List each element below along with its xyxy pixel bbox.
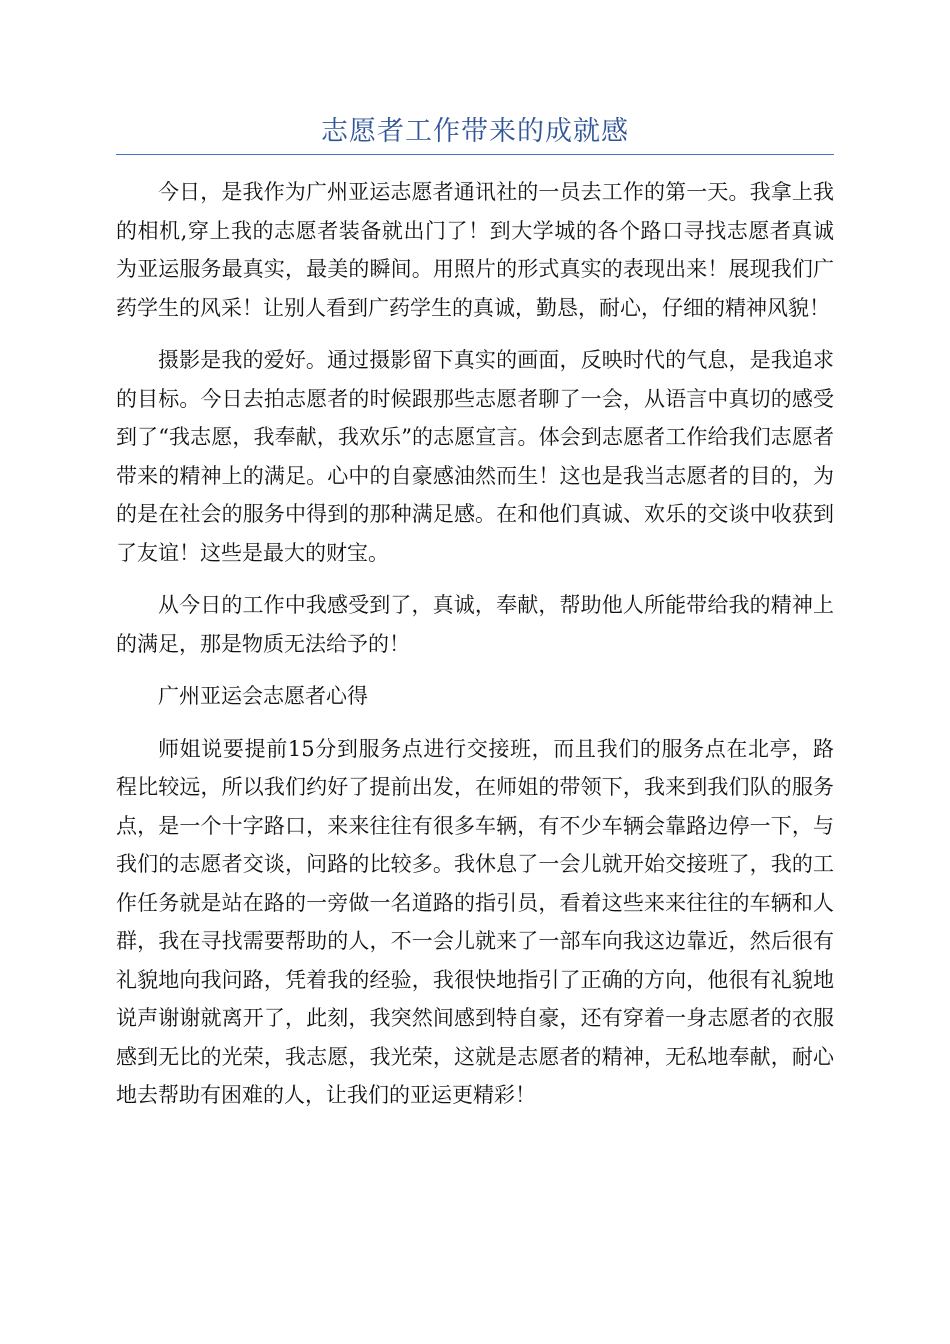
section-heading: 广州亚运会志愿者心得 (158, 684, 368, 708)
paragraph-4: 师姐说要提前15分到服务点进行交接班，而且我们的服务点在北亭，路程比较远，所以我们约好了提前出发，在师姐的带领下，我来到我们队的服务点，是一个十字路口，来来往往有很多车辆，有不少车辆会靠路边停一下，与我们的志愿者交谈，问路的比较多。我休息了一会儿就开始交接班了，我的工作任务就是站在路的一旁做一名道路的指引员，看着这些来来往往的车辆和人群，我在寻找需要帮助的人，不一会儿就来了一部车向我这边靠近，然后很有礼貌地向我问路，凭着我的经验，我很快地指引了正确的方向，他很有礼貌地说声谢谢就离开了，此刻，我突然间感到特自豪，还有穿着一身志愿者的衣服感到无比的光荣，我志愿，我光荣，这就是志愿者的精神，无私地奉献，耐心地去帮助有困难的人，让我们的亚运更精彩！ (116, 736, 834, 1107)
title-underline (116, 154, 834, 155)
document-body (116, 173, 834, 1129)
paragraph-3: 从今日的工作中我感受到了，真诚，奉献，帮助他人所能带给我的精神上的满足，那是物质无法给予的！ (116, 593, 834, 656)
paragraph-1: 今日，是我作为广州亚运志愿者通讯社的一员去工作的第一天。我拿上我的相机,穿上我的志愿者装备就出门了！到大学城的各个路口寻找志愿者真诚为亚运服务最真实，最美的瞬间。用照片的形式真实的表现出来！展现我们广药学生的风采！让别人看到广药学生的真诚，勤恳，耐心，仔细的精神风貌！ (116, 180, 834, 320)
document-title: 志愿者工作带来的成就感 (321, 116, 629, 147)
paragraph-2: 摄影是我的爱好。通过摄影留下真实的画面，反映时代的气息，是我追求的目标。今日去拍志愿者的时候跟那些志愿者聊了一会，从语言中真切的感受到了“我志愿，我奉献，我欢乐”的志愿宣言。体会到志愿者工作给我们志愿者带来的精神上的满足。心中的自豪感油然而生！这也是我当志愿者的目的，为的是在社会的服务中得到的那种满足感。在和他们真诚、欢乐的交谈中收获到了友谊！这些是最大的财宝。 (116, 348, 834, 565)
